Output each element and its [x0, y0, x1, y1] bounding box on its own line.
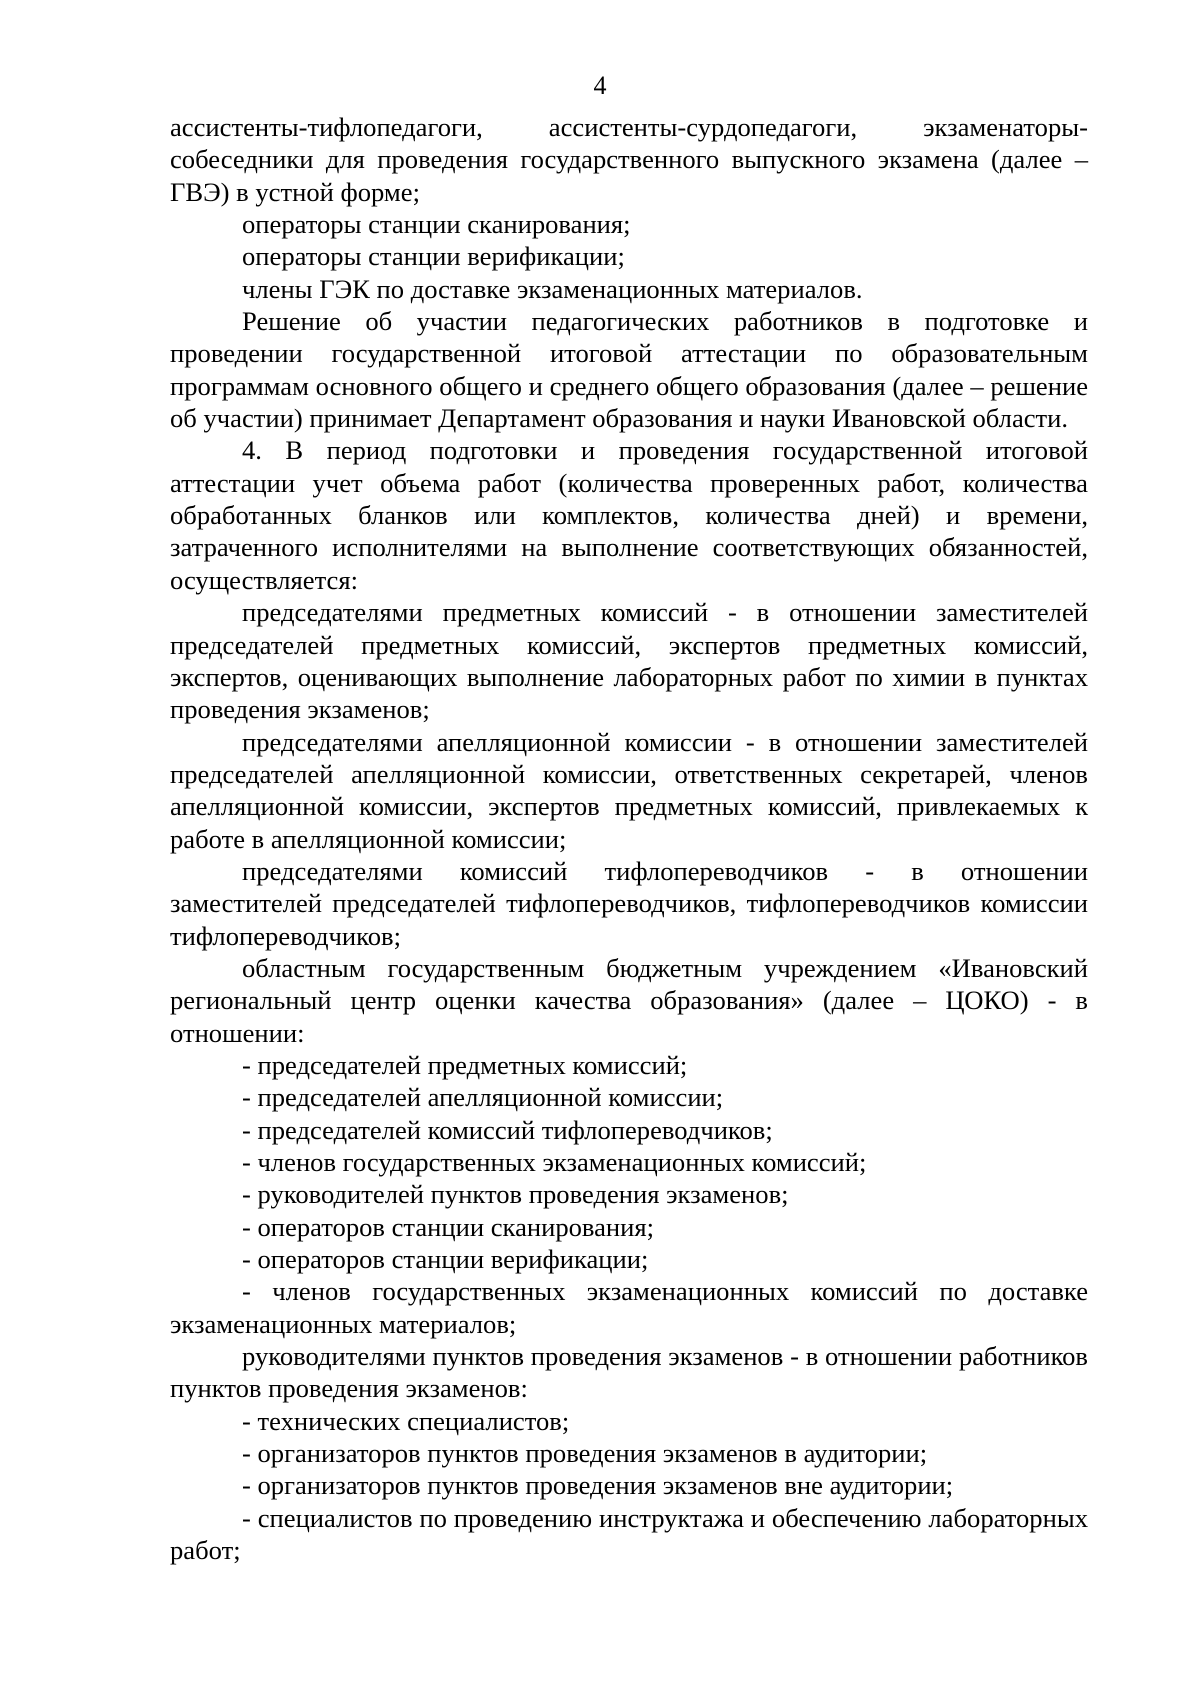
- paragraph-gek-delivery-members: члены ГЭК по доставке экзаменационных материалов.: [242, 273, 863, 304]
- paragraph-subject-commission-chairs: председателями предметных комиссий - в отношении заместителей председателей предметных комиссий, экспертов предметных комиссий, экспертов, оценивающих выполнение лабораторных работ по химии в пунктах проведения экзаменов;: [170, 597, 1088, 725]
- list-item: - операторов станции сканирования;: [242, 1211, 655, 1242]
- list-item: - организаторов пунктов проведения экзаменов вне аудитории;: [242, 1470, 954, 1501]
- paragraph-participation-decision: Решение об участии педагогических работников в подготовке и проведении государственной итоговой аттестации по образовательным программам основного общего и среднего общего образования (далее – решение об участии) принимает Департамент образования и науки Ивановской области.: [170, 306, 1088, 434]
- paragraph-exam-point-heads: руководителями пунктов проведения экзаменов - в отношении работников пунктов проведения экзаменов:: [170, 1341, 1088, 1404]
- paragraph-typhlo-commission-chairs: председателями комиссий тифлопереводчиков - в отношении заместителей председателей тифлопереводчиков, тифлопереводчиков комиссии тифлопереводчиков;: [170, 855, 1088, 951]
- list-item: - председателей предметных комиссий;: [242, 1049, 688, 1080]
- paragraph-item-4: 4. В период подготовки и проведения государственной итоговой аттестации учет объема работ (количества проверенных работ, количества обработанных бланков или комплектов, количества дней) и времени, затраченного исполнителями на выполнение соответствующих обязанностей, осуществляется:: [170, 435, 1088, 595]
- list-item: - специалистов по проведению инструктажа и обеспечению лабораторных работ;: [170, 1502, 1088, 1566]
- document-body: [170, 111, 1088, 1566]
- list-item: - технических специалистов;: [242, 1405, 570, 1436]
- list-item: - организаторов пунктов проведения экзаменов в аудитории;: [242, 1438, 928, 1469]
- paragraph-appeal-commission-chairs: председателями апелляционной комиссии - в отношении заместителей председателей апелляционной комиссии, ответственных секретарей, членов апелляционной комиссии, экспертов предметных комиссий, привлекаемых к работе в апелляционной комиссии;: [170, 726, 1088, 854]
- page-number: 4: [593, 71, 607, 100]
- list-item: - председателей комиссий тифлопереводчиков;: [242, 1114, 773, 1145]
- list-item: - членов государственных экзаменационных комиссий;: [242, 1147, 867, 1177]
- paragraph-verification-operators: операторы станции верификации;: [242, 241, 625, 272]
- list-item: - руководителей пунктов проведения экзаменов;: [242, 1179, 789, 1210]
- list-item: - операторов станции верификации;: [242, 1244, 649, 1275]
- paragraph-coko: областным государственным бюджетным учреждением «Ивановский региональный центр оценки качества образования» (далее – ЦОКО) - в отношении:: [170, 952, 1088, 1048]
- paragraph-assistants: ассистенты-тифлопедагоги, ассистенты-сурдопедагоги, экзаменаторы-собеседники для проведения государственного выпускного экзамена (далее – ГВЭ) в устной форме;: [170, 112, 1088, 207]
- list-item: - председателей апелляционной комиссии;: [242, 1082, 724, 1113]
- paragraph-scanning-operators: операторы станции сканирования;: [242, 209, 631, 240]
- list-item: - членов государственных экзаменационных комиссий по доставке экзаменационных материалов;: [170, 1276, 1088, 1339]
